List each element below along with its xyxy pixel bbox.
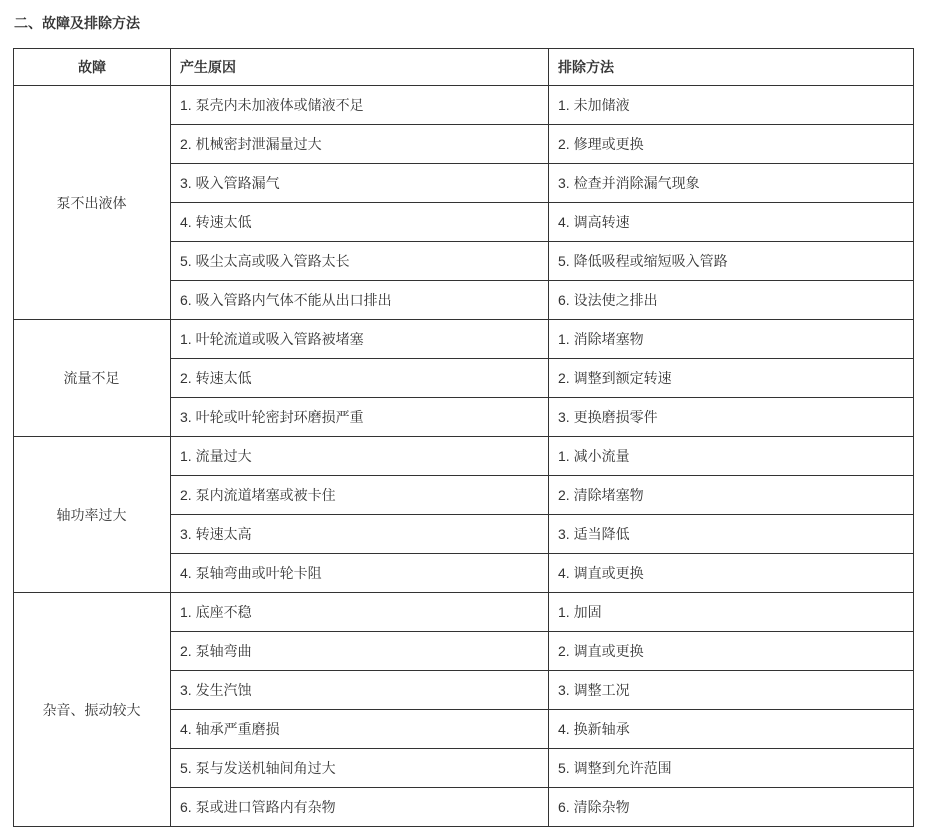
remedy-cell: 3. 适当降低 — [549, 515, 914, 554]
remedy-cell: 4. 调高转速 — [549, 203, 914, 242]
cause-cell: 6. 吸入管路内气体不能从出口排出 — [171, 281, 549, 320]
cause-cell: 2. 泵轴弯曲 — [171, 632, 549, 671]
cause-cell: 4. 泵轴弯曲或叶轮卡阻 — [171, 554, 549, 593]
table-row — [14, 86, 914, 125]
fault-cell: 杂音、振动较大 — [14, 593, 171, 827]
remedy-cell: 4. 调直或更换 — [549, 554, 914, 593]
cause-cell: 2. 机械密封泄漏量过大 — [171, 125, 549, 164]
cause-cell: 4. 转速太低 — [171, 203, 549, 242]
cause-cell: 1. 流量过大 — [171, 437, 549, 476]
remedy-cell: 2. 调整到额定转速 — [549, 359, 914, 398]
cause-cell: 5. 泵与发送机轴间角过大 — [171, 749, 549, 788]
cause-cell: 3. 叶轮或叶轮密封环磨损严重 — [171, 398, 549, 437]
cause-cell: 3. 发生汽蚀 — [171, 671, 549, 710]
column-header-fault: 故障 — [14, 49, 171, 86]
remedy-cell: 4. 换新轴承 — [549, 710, 914, 749]
remedy-cell: 6. 清除杂物 — [549, 788, 914, 827]
remedy-cell: 2. 调直或更换 — [549, 632, 914, 671]
table-header-row — [14, 49, 914, 86]
cause-cell: 1. 泵壳内未加液体或储液不足 — [171, 86, 549, 125]
remedy-cell: 3. 调整工况 — [549, 671, 914, 710]
remedy-cell: 1. 消除堵塞物 — [549, 320, 914, 359]
cause-cell: 3. 吸入管路漏气 — [171, 164, 549, 203]
remedy-cell: 6. 设法使之排出 — [549, 281, 914, 320]
remedy-cell: 5. 降低吸程或缩短吸入管路 — [549, 242, 914, 281]
cause-cell: 3. 转速太高 — [171, 515, 549, 554]
fault-cell: 流量不足 — [14, 320, 171, 437]
remedy-cell: 1. 加固 — [549, 593, 914, 632]
column-header-remedy: 排除方法 — [549, 49, 914, 86]
fault-cell: 轴功率过大 — [14, 437, 171, 593]
table-row — [14, 593, 914, 632]
remedy-cell: 1. 减小流量 — [549, 437, 914, 476]
cause-cell: 1. 叶轮流道或吸入管路被堵塞 — [171, 320, 549, 359]
remedy-cell: 3. 更换磨损零件 — [549, 398, 914, 437]
cause-cell: 1. 底座不稳 — [171, 593, 549, 632]
remedy-cell: 3. 检查并消除漏气现象 — [549, 164, 914, 203]
column-header-cause: 产生原因 — [171, 49, 549, 86]
cause-cell: 5. 吸尘太高或吸入管路太长 — [171, 242, 549, 281]
fault-table — [13, 48, 914, 827]
remedy-cell: 2. 修理或更换 — [549, 125, 914, 164]
cause-cell: 6. 泵或进口管路内有杂物 — [171, 788, 549, 827]
table-row — [14, 320, 914, 359]
remedy-cell: 2. 清除堵塞物 — [549, 476, 914, 515]
cause-cell: 4. 轴承严重磨损 — [171, 710, 549, 749]
table-row — [14, 437, 914, 476]
cause-cell: 2. 泵内流道堵塞或被卡住 — [171, 476, 549, 515]
cause-cell: 2. 转速太低 — [171, 359, 549, 398]
remedy-cell: 5. 调整到允许范围 — [549, 749, 914, 788]
fault-cell: 泵不出液体 — [14, 86, 171, 320]
page-title: 二、故障及排除方法 — [14, 15, 140, 31]
remedy-cell: 1. 未加储液 — [549, 86, 914, 125]
